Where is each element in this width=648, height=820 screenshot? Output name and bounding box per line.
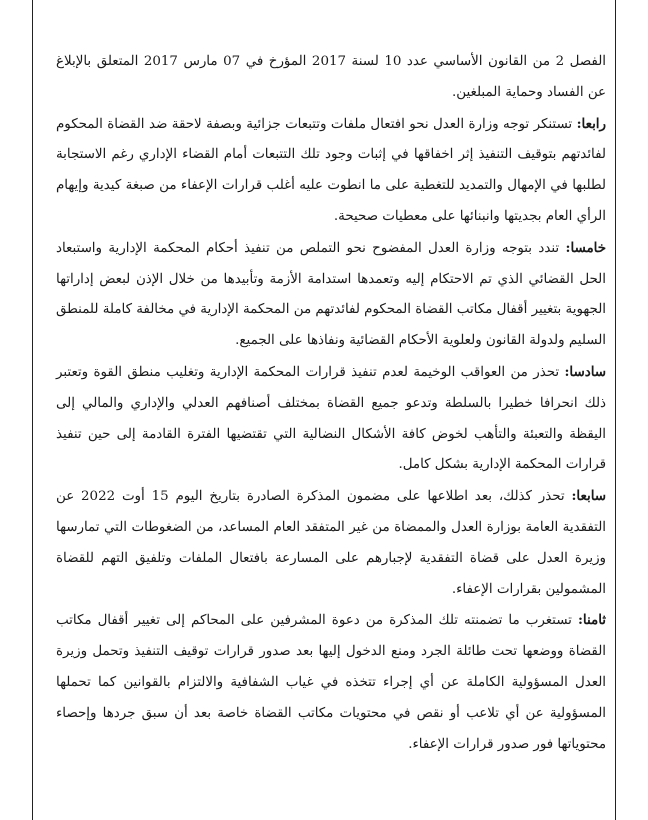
paragraph-fifth: [56, 233, 606, 357]
paragraph-fourth: [56, 109, 606, 233]
paragraph-lead: خامسا:: [565, 239, 606, 256]
paragraph-text: تحذر كذلك، بعد اطلاعها على مضمون المذكرة الصادرة بتاريخ اليوم 15 أوت 2022 عن التفقدية العامة بوزارة العدل والممضاة من غير المتفقد العام المساعد، من الضغوطات التي تمارسها وزيرة العدل على قضاة التفقدية لإجبارهم على المسارعة بافتعال الملفات وتلفيق التهم للقضاة المشمولين بقرارات الإعفاء.: [56, 489, 606, 597]
paragraph-text: الفصل 2 من القانون الأساسي عدد 10 لسنة 2017 المؤرخ في 07 مارس 2017 المتعلق بالإبلاغ عن الفساد وحماية المبلغين.: [56, 54, 606, 100]
paragraph-text: تستنكر توجه وزارة العدل نحو افتعال ملفات وتتبعات جزائية وبصفة لاحقة ضد القضاة المحكوم لفائدتهم بتوقيف التنفيذ إثر اخفاقها في إثبات وجود تلك التتبعات أمام القضاء الإداري رغم الاستجابة لطلبها في الإمهال والتمديد للتغطية على ما انطوت عليه أغلب قرارات الإعفاء من صبغة كيدية وإيهام الرأي العام بجديتها وانبنائها على معطيات صحيحة.: [56, 116, 606, 224]
paragraph-text: تحذر من العواقب الوخيمة لعدم تنفيذ قرارات المحكمة الإدارية وتغليب منطق القوة وتعتبر ذلك انحرافا خطيرا بالسلطة وتدعو جميع القضاة بمختلف أصنافهم العدلي والإداري والمالي إلى اليقظة والتعبئة والتأهب لخوض كافة الأشكال النضالية التي تقتضيها الفترة القادمة إلى حين تنفيذ قرارات المحكمة الإدارية بشكل كامل.: [56, 364, 606, 473]
paragraph-lead: ثامنا:: [577, 612, 606, 629]
paragraph-lead: سابعا:: [571, 488, 606, 505]
document-body: [56, 46, 606, 760]
paragraph-seventh: [56, 481, 606, 605]
paragraph-sixth: [56, 357, 606, 481]
paragraph-intro: [56, 46, 606, 109]
paragraph-text: تندد بتوجه وزارة العدل المفضوح نحو التملص من تنفيذ أحكام المحكمة الإدارية واستبعاد الحل القضائي الذي تم الاحتكام إليه وتعمدها استدامة الأزمة وتأبيدها من خلال الإذن لبعض إداراتها الجهوية بتغيير أقفال مكاتب القضاة المحكوم لفائدتهم من المحكمة الإدارية في مخالفة كاملة للمنطق السليم ولدولة القانون ولعلوية الأحكام القضائية ونفاذها على الجميع.: [56, 240, 606, 349]
paragraph-eighth: [56, 605, 606, 760]
paragraph-text: تستغرب ما تضمنته تلك المذكرة من دعوة المشرفين على المحاكم إلى تغيير أقفال مكاتب القضاة ووضعها تحت طائلة الجرد ومنع الدخول إليها بعد صدور قرارات توقيف التنفيذ وتحمل وزيرة العدل المسؤولية الكاملة عن أي إجراء تتخذه في غياب الشفافية والالتزام بالقوانين كما تحملها المسؤولية عن أي تلاعب أو نقص في محتويات مكاتب القضاة خاصة بعد أن سبق جردها وإحصاء محتوياتها فور صدور قرارات الإعفاء.: [56, 613, 606, 752]
paragraph-lead: رابعا:: [576, 115, 606, 132]
paragraph-lead: سادسا:: [564, 363, 606, 380]
